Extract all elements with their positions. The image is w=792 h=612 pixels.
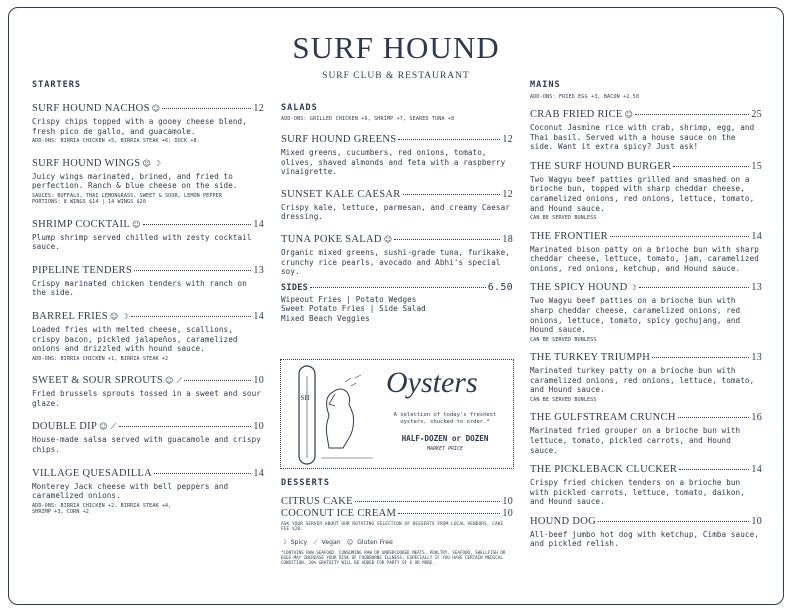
item-price: 14: [253, 310, 264, 322]
section-title: MAINS: [530, 80, 561, 90]
item-description: Juicy wings marinated, brined, and fried to perfection. Ranch & blue cheese on the side.: [32, 171, 238, 191]
leader-dots: [398, 139, 500, 140]
item-name: HOUND DOG: [530, 515, 596, 527]
item-name: THE SPICY HOUND: [530, 282, 628, 294]
item-name: PIPELINE TENDERS: [32, 264, 132, 276]
item-price: 12: [253, 103, 264, 114]
item-price: 14: [751, 464, 762, 476]
item-name: THE FRONTIER: [530, 230, 608, 242]
desserts-note: ASK YOUR SERVER ABOUT OUR ROTATING SELECTION OF DESSERTS FROM LOCAL VENDORS. CAKE FEE $20.: [281, 522, 504, 533]
section-note: ADD-ONS: GRILLED CHICKEN +6, SHRIMP +7, SEARED TUNA +8: [281, 116, 455, 122]
leader-dots: [639, 287, 749, 288]
menu-item: [281, 496, 513, 507]
leader-dots: [398, 513, 500, 514]
menu-item: [530, 161, 762, 222]
item-description: Loaded fries with melted cheese, scallions, crispy bacon, pickled jalapeños, caramelized onions and drizzled with hound sauce.: [32, 324, 238, 354]
item-name: TUNA POKE SALAD: [281, 233, 382, 245]
dietary-icons: ☺ ☽: [109, 311, 129, 321]
restaurant-title: SURF HOUND: [292, 30, 500, 65]
mains-section: [530, 80, 762, 549]
leader-dots: [635, 114, 749, 115]
item-description: Crispy kale, lettuce, parmesan, and creamy Caesar dressing.: [281, 202, 510, 222]
dog-shape: [326, 389, 353, 448]
item-price: 10: [253, 375, 264, 387]
sides-line: Wipeout Fries | Potato Wedges: [281, 294, 417, 304]
item-price: 13: [751, 282, 762, 294]
oysters-description: A selection of today's freshest oysters, shucked to order.*: [393, 412, 497, 425]
menu-item: [281, 189, 513, 222]
item-price: 14: [751, 230, 762, 242]
dietary-icons: ☺: [624, 110, 634, 119]
menu-item: [32, 421, 264, 454]
leader-dots: [355, 501, 501, 502]
dietary-legend: [281, 539, 513, 547]
disclaimer: *CONTAINS RAW SEAFOOD. CONSUMING RAW OR UNDERCOOKED MEATS, POULTRY, SEAFOOD, SHELLFISH OR EGGS MAY INCREASE YOUR RISK OF FOODBORNE ILLNESS, ESPECIALLY IF YOU HAVE CERTAIN MEDICAL CONDITION. 20% GRATUITY WILL BE ADDED FOR PARTY OF 6 OR MORE.: [281, 549, 506, 566]
item-description: Monterey Jack cheese with bell peppers and caramelized onions.: [32, 481, 229, 501]
menu-item: [281, 508, 513, 519]
desserts-section: [281, 478, 513, 565]
leader-dots: [184, 380, 251, 381]
leader-dots: [143, 224, 252, 225]
item-note: CAN BE SERVED BUNLESS: [530, 396, 597, 403]
vegan-icon: ⟋: [313, 538, 318, 546]
item-price: 10: [253, 421, 264, 433]
item-name: SURF HOUND WINGS: [32, 157, 141, 169]
gluten-free-icon: ☺: [346, 538, 354, 546]
item-price: 12: [502, 134, 513, 145]
legend-spicy: Spicy: [290, 538, 308, 546]
item-note: ADD-ONS: BIRRIA CHICKEN +2, BIRRIA STEAK +4,: [32, 502, 172, 509]
item-name: SURF HOUND NACHOS: [32, 103, 150, 114]
item-name: SUNSET KALE CAESAR: [281, 188, 401, 200]
item-description: Two Wagyu beef patties grilled and smashed on a brioche bun, topped with sharp cheddar cheese, caramelized onions, red onions, lettuce, tomato, and Hound sauce.: [530, 174, 755, 213]
item-description: Plump shrimp served chilled with zesty cocktail sauce.: [32, 232, 252, 252]
menu-item: [530, 282, 762, 343]
dietary-icons: ☺ ☽: [142, 158, 162, 168]
section-title: STARTERS: [32, 80, 81, 90]
dietary-icons: ☺ ⟋: [99, 422, 117, 432]
dietary-icons: ☽: [629, 283, 637, 293]
item-price: 18: [502, 233, 513, 245]
leader-dots: [131, 316, 252, 317]
menu-item: [530, 231, 762, 274]
menu-item: [32, 219, 264, 252]
menu-item: [530, 516, 762, 549]
item-name: SWEET & SOUR SPROUTS: [32, 375, 163, 387]
item-description: All-beef jumbo hot dog with ketchup, Cimba sauce, and pickled relish.: [530, 529, 759, 549]
item-description: House-made salsa served with guacamole and crispy chips.: [32, 435, 261, 454]
item-note: CAN BE SERVED BUNLESS: [530, 336, 597, 343]
leader-dots: [403, 194, 501, 195]
item-note: ADD-ONS: BIRRIA CHICKEN +1, BIRRIA STEAK +2: [32, 355, 169, 362]
item-description: Crispy marinated chicken tenders with ranch on the side.: [32, 278, 247, 298]
dietary-icons: ☺: [132, 219, 141, 229]
item-price: 10: [751, 515, 762, 527]
item-price: 15: [751, 160, 762, 172]
menu-item: [530, 412, 762, 455]
dietary-icons: ☺ ⟋: [164, 376, 183, 386]
oysters-price: MARKET PRICE: [426, 446, 464, 452]
item-name: CITRUS CAKE: [281, 496, 353, 507]
leader-dots: [310, 287, 486, 288]
dietary-icons: ☺: [383, 234, 393, 244]
leader-dots: [394, 239, 500, 240]
item-description: Fried brussels sprouts tossed in a sweet and sour glaze.: [32, 389, 261, 408]
item-price: 10: [502, 508, 513, 519]
section-title: SIDES: [281, 282, 309, 293]
menu-item: [281, 134, 513, 177]
item-price: 16: [751, 412, 762, 424]
leader-dots: [678, 417, 750, 418]
menu-item: [281, 234, 513, 277]
item-price: 12: [502, 188, 513, 200]
sides-section: [281, 282, 513, 324]
menu-item: [530, 109, 762, 152]
item-price: 13: [751, 352, 762, 364]
item-description: Crispy fried chicken tenders on a brioche bun with pickled carrots, lettuce, tomato, daikon, and Hound sauce.: [530, 478, 745, 507]
item-description: Coconut Jasmine rice with crab, shrimp, egg, and Thai basil. Served with a house sauce on the side. Want it extra spicy? Just ask!: [530, 123, 755, 152]
leader-dots: [598, 521, 749, 522]
item-description: Mixed greens, cucumbers, red onions, tomato, olives, shaved almonds and feta with a raspberry vinaigrette.: [281, 148, 506, 177]
menu-item: [530, 464, 762, 507]
item-name: DOUBLE DIP: [32, 421, 98, 433]
item-price: 25: [751, 109, 762, 120]
item-description: Two Wagyu beef patties on a brioche bun with sharp cheddar cheese, caramelized onions, red onions, lettuce, tomato, spicy gochujang, and Hound sauce.: [530, 296, 741, 335]
leader-dots: [119, 426, 252, 427]
item-name: THE TURKEY TRIUMPH: [530, 352, 651, 364]
oysters-feature: [280, 359, 514, 469]
item-name: CRAB FRIED RICE: [530, 109, 623, 120]
section-title: SALADS: [281, 103, 318, 113]
item-price: 13: [253, 264, 264, 276]
item-name: VILLAGE QUESADILLA: [32, 467, 153, 479]
item-price: 14: [253, 467, 264, 479]
leader-dots: [154, 473, 251, 474]
item-description: Crispy chips topped with a gooey cheese blend, fresh pico de gallo, and guacamole.: [32, 117, 247, 136]
item-name: SURF HOUND GREENS: [281, 134, 397, 145]
menu-item: [32, 468, 264, 516]
item-name: SHRIMP COCKTAIL: [32, 218, 131, 230]
section-title: DESSERTS: [281, 478, 330, 488]
item-name: COCONUT ICE CREAM: [281, 508, 397, 519]
legend-vegan: Vegan: [321, 538, 341, 546]
leader-dots: [652, 357, 749, 358]
spicy-icon: ☽: [281, 538, 287, 546]
legend-gluten: Gluten Free: [357, 538, 393, 546]
item-name: THE SURF HOUND BURGER: [530, 160, 672, 172]
menu-item: [32, 158, 264, 206]
leader-dots: [679, 469, 749, 470]
item-name: THE PICKLEBACK CLUCKER: [530, 464, 678, 476]
leader-dots: [673, 166, 749, 167]
sides-price: 6.50: [487, 281, 513, 293]
menu-item: [32, 265, 264, 298]
item-description: Marinated bison patty on a brioche bun with sharp cheddar cheese, lettuce, tomato, jam, caramelized onions, red onions, ketchup, and Hound sauce.: [530, 244, 759, 273]
item-description: Marinated turkey patty on a brioche bun with caramelized onions, red onions, lettuce, tomato, and Hound sauce.: [530, 366, 755, 395]
surfboard-dog-illustration: [285, 362, 381, 468]
birds-lines: [345, 375, 361, 386]
surfboard-letters: SH: [300, 394, 310, 402]
oysters-sizes: HALF-DOZEN or DOZEN: [401, 434, 489, 443]
oysters-title: Oysters: [386, 366, 478, 399]
item-name: THE GULFSTREAM CRUNCH: [530, 412, 676, 424]
item-note: CAN BE SERVED BUNLESS: [530, 215, 597, 222]
menu-item: [32, 375, 264, 408]
item-note: PORTIONS: 8 WINGS $14 | 14 WINGS $20: [32, 199, 147, 206]
item-price: 10: [502, 496, 513, 507]
item-price: 14: [253, 218, 264, 230]
sides-line: Sweet Potato Fries | Side Salad: [281, 304, 426, 314]
section-note: ADD-ONS: FRIED EGG +3, BACON +2.50: [530, 94, 640, 100]
menu-item: [530, 352, 762, 403]
dog-ear: [329, 394, 335, 406]
menu-item: [32, 311, 264, 362]
leader-dots: [610, 236, 749, 237]
item-note: SHRIMP +3, CORN +2: [32, 509, 90, 516]
item-description: Marinated fried grouper on a brioche bun with lettuce, tomato, pickled carrots, and Hound sauce.: [530, 426, 741, 455]
dietary-icons: ☺: [151, 104, 161, 113]
item-name: BARREL FRIES: [32, 310, 108, 322]
leader-dots: [162, 108, 251, 109]
item-note: ADD-ONS: BIRRIA CHICKEN +5, BIRRIA STEAK +6, DUCK +8.: [32, 138, 200, 145]
item-note: SAUCES: BUFFALO, THAI LEMONGRASS, SWEET & SOUR, LEMON PEPPER: [32, 192, 223, 199]
leader-dots: [134, 270, 251, 271]
salads-section: [281, 103, 513, 324]
restaurant-subtitle: SURF CLUB & RESTAURANT: [322, 71, 470, 81]
menu-item: [32, 103, 264, 145]
starters-section: [32, 80, 264, 516]
item-description: Organic mixed greens, sushi-grade tuna, furikake, crunchy rice pearls, avocado and Abhi's special soy.: [281, 247, 510, 277]
sides-line: Mixed Beach Veggies: [281, 313, 370, 323]
